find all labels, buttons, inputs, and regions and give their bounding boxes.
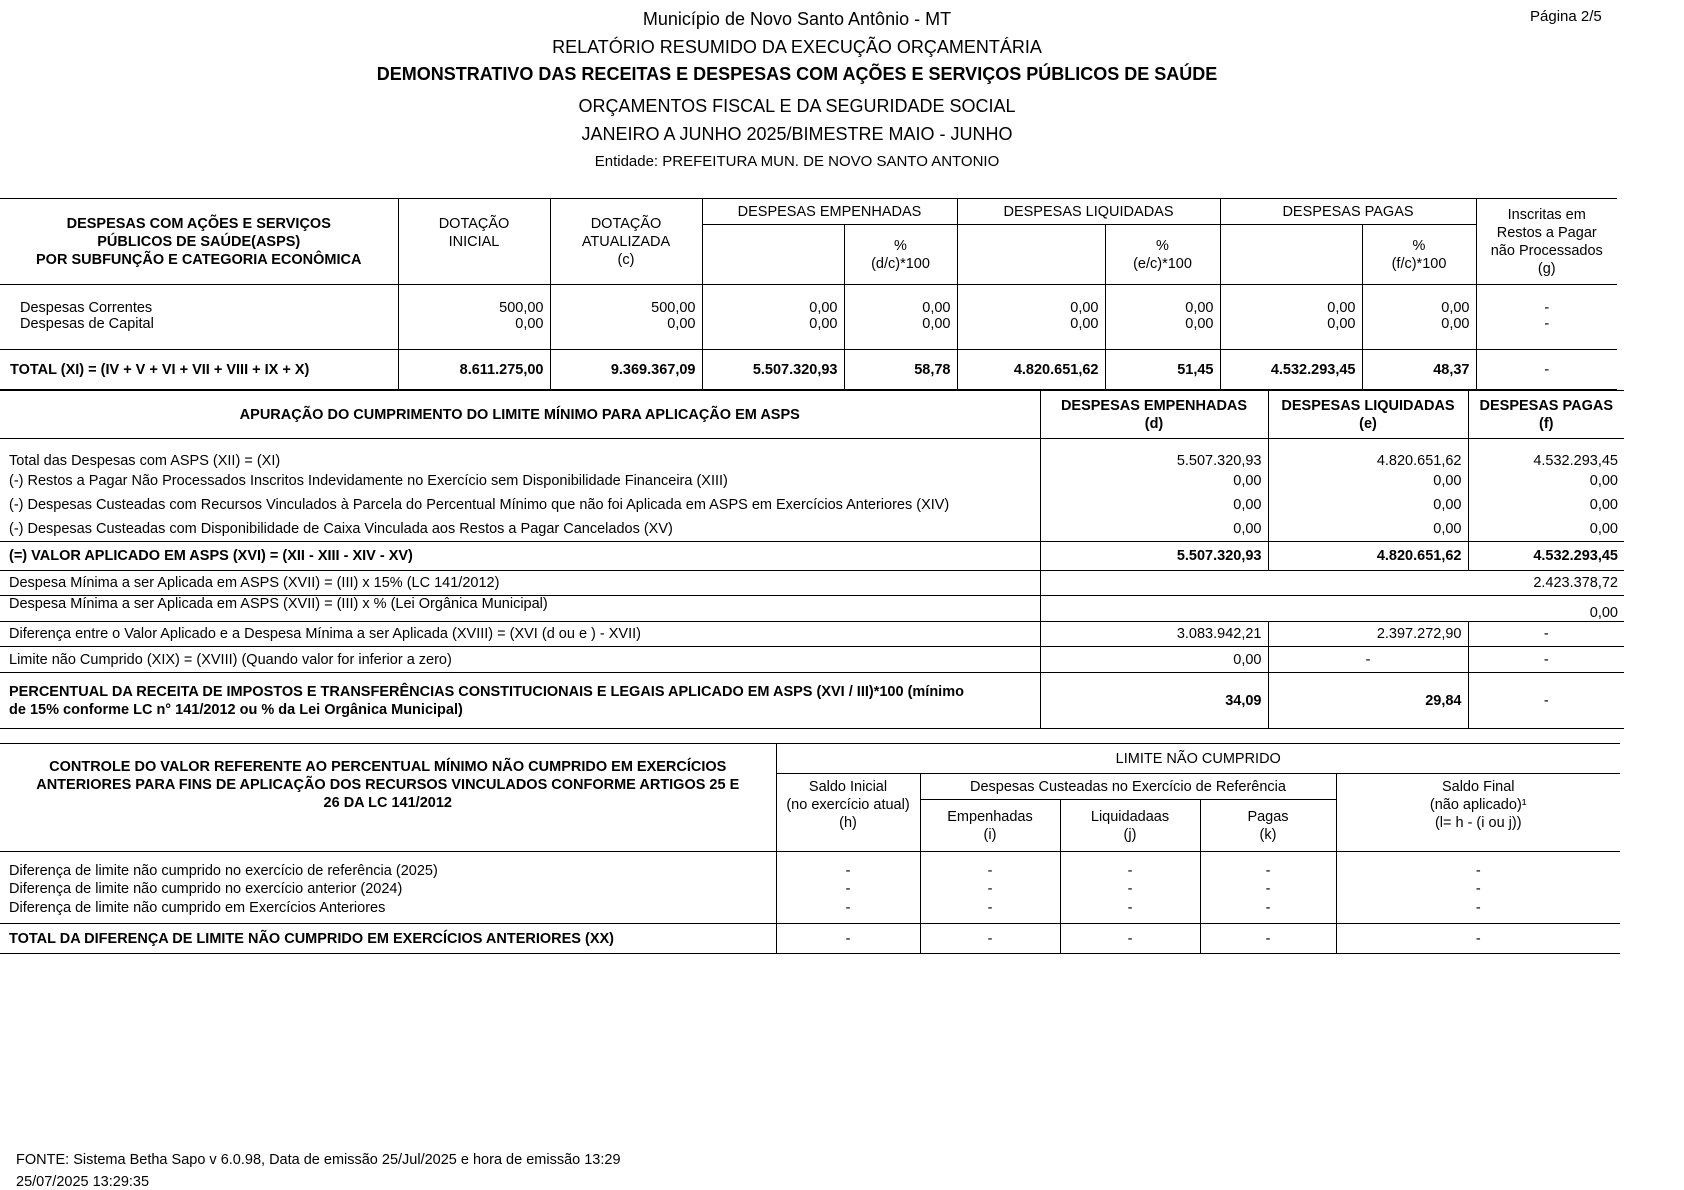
saldo-final-header: Saldo Final (não aplicado)¹ (l= h - (i ou j)) [1336, 774, 1620, 852]
empenhadas-i-header: Empenhadas (i) [920, 800, 1060, 852]
diferenca-row: Diferença entre o Valor Aplicado e a Despesa Mínima a ser Aplicada (XVIII) = (XVI (d ou e ) - XVII) 3.083.942,21 2.397.272,90 - [0, 622, 1624, 647]
table-row: Despesas Correntes 500,00 500,00 0,00 0,00 0,00 0,00 0,00 0,00 - [0, 285, 1617, 316]
total-row: TOTAL DA DIFERENÇA DE LIMITE NÃO CUMPRIDO EM EXERCÍCIOS ANTERIORES (XX) - - - - - [0, 924, 1620, 954]
empenhadas-d-header: DESPESAS EMPENHADAS (d) [1040, 391, 1268, 439]
table-row: Total das Despesas com ASPS (XII) = (XI) 5.507.320,93 4.820.651,62 4.532.293,45 [0, 439, 1624, 469]
limit-title: APURAÇÃO DO CUMPRIMENTO DO LIMITE MÍNIMO PARA APLICAÇÃO EM ASPS [239, 406, 800, 423]
restos-a-pagar-header: Inscritas em Restos a Pagar não Processados (g) [1476, 199, 1617, 285]
total-row: TOTAL (XI) = (IV + V + VI + VII + VIII + IX + X) 8.611.275,00 9.369.367,09 5.507.320,93 58,78 4.820.651,62 51,45 4.532.293,45 48,37 - [0, 350, 1617, 390]
table-row: Despesas de Capital 0,00 0,00 0,00 0,00 0,00 0,00 0,00 0,00 - [0, 316, 1617, 338]
valor-aplicado-row: (=) VALOR APLICADO EM ASPS (XVI) = (XII - XIII - XIV - XV) 5.507.320,93 4.820.651,62 4.532.293,45 [0, 542, 1624, 571]
footer-source: FONTE: Sistema Betha Sapo v 6.0.98, Data de emissão 25/Jul/2025 e hora de emissão 13:29 [16, 1152, 621, 1168]
asps-column-header: DESPESAS COM AÇÕES E SERVIÇOS PÚBLICOS DE SAÚDE(ASPS) POR SUBFUNÇÃO E CATEGORIA ECONÔMICA [36, 215, 362, 268]
dotacao-atualizada-header: DOTAÇÃO ATUALIZADA (c) [550, 199, 702, 285]
despesas-pagas-header: DESPESAS PAGAS [1220, 199, 1476, 225]
table-row: (-) Despesas Custeadas com Recursos Vinculados à Parcela do Percentual Mínimo que não foi Aplicada em ASPS em Exercícios Anteriores (XIV) 0,00 0,00 0,00 [0, 493, 1624, 517]
table-row: Diferença de limite não cumprido no exercício anterior (2024) - - - - - [0, 879, 1620, 900]
page-number: Página 2/5 [1530, 8, 1602, 25]
empenhadas-value-header [702, 225, 844, 285]
percentual-row: PERCENTUAL DA RECEITA DE IMPOSTOS E TRANSFERÊNCIAS CONSTITUCIONAIS E LEGAIS APLICADO EM ASPS (XVI / III)*100 (mínimo de 15% conforme LC n° 141/2012 ou % da Lei Orgânica Municipal) 34,09 29,84 - [0, 673, 1624, 729]
table-row: (-) Despesas Custeadas com Disponibilidade de Caixa Vinculada aos Restos a Pagar Cancelados (XV) 0,00 0,00 0,00 [0, 517, 1624, 542]
asps-expenses-table [0, 198, 1617, 390]
period-title: JANEIRO A JUNHO 2025/BIMESTRE MAIO - JUNHO [581, 124, 1013, 144]
table-row: (-) Restos a Pagar Não Processados Inscritos Indevidamente no Exercício sem Disponibilidade Financeira (XIII) 0,00 0,00 0,00 [0, 469, 1624, 493]
liquidadas-value-header [957, 225, 1105, 285]
liquidadas-e-header: DESPESAS LIQUIDADAS (e) [1268, 391, 1468, 439]
demonstrative-title: DEMONSTRATIVO DAS RECEITAS E DESPESAS COM AÇÕES E SERVIÇOS PÚBLICOS DE SAÚDE [376, 64, 1218, 84]
entity-title: Entidade: PREFEITURA MUN. DE NOVO SANTO ANTONIO [594, 153, 1000, 170]
limite-nao-cumprido-header: LIMITE NÃO CUMPRIDO [776, 744, 1620, 774]
minimum-limit-table [0, 390, 1624, 729]
unfulfilled-limit-table [0, 743, 1620, 954]
pct-d-header: % (d/c)*100 [844, 225, 957, 285]
minimum-lei-row: Despesa Mínima a ser Aplicada em ASPS (XVII) = (III) x % (Lei Orgânica Municipal) 0,00 [0, 596, 1624, 622]
footer-timestamp: 25/07/2025 13:29:35 [16, 1174, 150, 1190]
dotacao-inicial-header: DOTAÇÃO INICIAL [398, 199, 550, 285]
minimum-15-row: Despesa Mínima a ser Aplicada em ASPS (XVII) = (III) x 15% (LC 141/2012) 2.423.378,72 [0, 571, 1624, 596]
saldo-inicial-header: Saldo Inicial (no exercício atual) (h) [776, 774, 920, 852]
municipality-title: Município de Novo Santo Antônio - MT [642, 9, 952, 29]
pct-f-header: % (f/c)*100 [1362, 225, 1476, 285]
despesas-empenhadas-header: DESPESAS EMPENHADAS [702, 199, 957, 225]
despesas-liquidadas-header: DESPESAS LIQUIDADAS [957, 199, 1220, 225]
control-title: CONTROLE DO VALOR REFERENTE AO PERCENTUAL MÍNIMO NÃO CUMPRIDO EM EXERCÍCIOS ANTERIORES PARA FINS DE APLICAÇÃO DOS RECURSOS VINCULADOS CONFORME ARTIGOS 25 E 26 DA LC 141/2012 [36, 759, 740, 811]
pagas-value-header [1220, 225, 1362, 285]
report-title: RELATÓRIO RESUMIDO DA EXECUÇÃO ORÇAMENTÁRIA [552, 37, 1042, 57]
limite-row: Limite não Cumprido (XIX) = (XVIII) (Quando valor for inferior a zero) 0,00 - - [0, 647, 1624, 673]
table-row: Diferença de limite não cumprido no exercício de referência (2025) - - - - - [0, 852, 1620, 879]
table-row: Diferença de limite não cumprido em Exercícios Anteriores - - - - - [0, 900, 1620, 924]
custeadas-header: Despesas Custeadas no Exercício de Referência [920, 774, 1336, 800]
liquidadas-j-header: Liquidadaas (j) [1060, 800, 1200, 852]
pct-e-header: % (e/c)*100 [1105, 225, 1220, 285]
pagas-k-header: Pagas (k) [1200, 800, 1336, 852]
pagas-f-header: DESPESAS PAGAS (f) [1468, 391, 1624, 439]
budgets-title: ORÇAMENTOS FISCAL E DA SEGURIDADE SOCIAL [578, 96, 1016, 116]
